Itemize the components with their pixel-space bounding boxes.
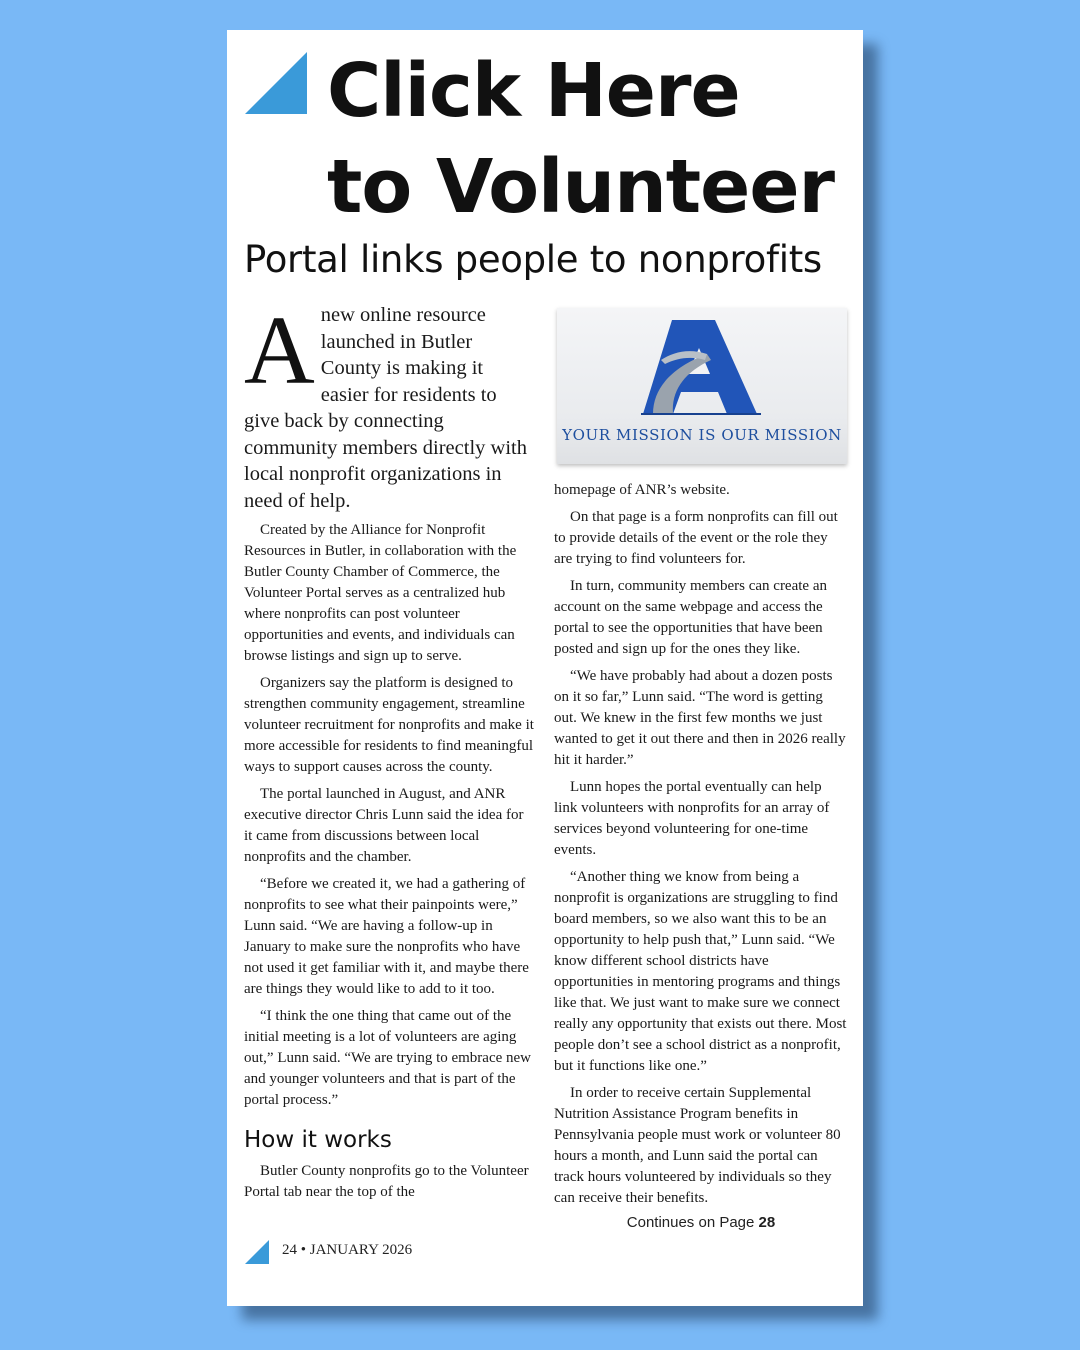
- left-column: [244, 297, 534, 1209]
- subheadline: Portal links people to nonprofits: [244, 238, 822, 281]
- headline-line-1: Click Here: [327, 48, 740, 134]
- anr-logo-image: [557, 308, 847, 464]
- body-paragraph: Created by the Alliance for Nonprofit Resources in Butler, in collaboration with the Butler County Chamber of Commerce, the Volunteer Portal serves as a centralized hub where nonprofits can post volunteer opportunities and events, and individuals can browse listings and sign up to serve.: [244, 522, 517, 664]
- body-paragraph: “We have probably had about a dozen posts on it so far,” Lunn said. “The word is getting out. We knew in the first few months we just wanted to get it out there and then in 2026 really hit it harder.”: [554, 668, 846, 768]
- right-column: [554, 480, 848, 1215]
- body-paragraph: “Before we created it, we had a gathering of nonprofits to see what their painpoints were,” Lunn said. “We are having a follow-up in January to make sure the nonprofits who have not used it get familiar with it, and maybe there are things they would like to add to it too.: [244, 876, 529, 997]
- continues-page-number: 28: [758, 1214, 776, 1231]
- body-paragraph: “Another thing we know from being a nonprofit is organizations are struggling to find board members, so we also want this to be an opportunity to help push that,” Lunn said. “We know different school districts have opportunities in mentoring programs and things like that. We just want to make sure we connect really any opportunity that exists out there. Most people don’t see a school district as a nonprofit, but it functions like one.”: [554, 869, 847, 1074]
- dropcap: A: [244, 297, 315, 405]
- body-paragraph: Organizers say the platform is designed to strengthen community engagement, streamline volunteer recruitment for nonprofits and make it more accessible for residents to find meaningful ways to support causes across the county.: [244, 675, 534, 775]
- body-paragraph: homepage of ANR’s website.: [554, 482, 730, 498]
- accent-triangle-icon: [245, 52, 307, 114]
- section-heading: How it works: [244, 1127, 392, 1153]
- body-paragraph: “I think the one thing that came out of the initial meeting is a lot of volunteers are aging out,” Lunn said. “We are trying to embrace new and younger volunteers and that is part of the portal process.”: [244, 1008, 532, 1108]
- body-paragraph: On that page is a form nonprofits can fill out to provide details of the event or the role they are trying to find volunteers for.: [554, 509, 838, 567]
- body-paragraph: Lunn hopes the portal eventually can help link volunteers with nonprofits for an array of services beyond volunteering for one-time events.: [554, 779, 830, 858]
- page-folio: 24 • JANUARY 2026: [282, 1242, 413, 1258]
- footer-triangle-icon: [245, 1240, 269, 1264]
- body-paragraph: Butler County nonprofits go to the Volunteer Portal tab near the top of the: [244, 1163, 529, 1200]
- logo-tagline: YOUR MISSION IS OUR MISSION: [562, 426, 842, 444]
- body-paragraph: The portal launched in August, and ANR executive director Chris Lunn said the idea for it came from discussions between local nonprofits and the chamber.: [244, 786, 524, 865]
- body-paragraph: In order to receive certain Supplemental Nutrition Assistance Program benefits in Pennsylvania people must work or volunteer 80 hours a month, and Lunn said the portal can track hours volunteered by individuals so they can receive their benefits.: [554, 1085, 841, 1206]
- headline-line-2: to Volunteer: [327, 144, 835, 230]
- lead-text: new online resource launched in Butler County is making it easier for residents to give back by connecting community members directly with local nonprofit organizations in need of help.: [244, 304, 527, 512]
- continues-link[interactable]: [554, 1214, 848, 1231]
- body-paragraph: In turn, community members can create an account on the same webpage and access the portal to see the opportunities that have been posted and sign up for the ones they like.: [554, 578, 827, 657]
- continues-prefix: Continues on Page: [626, 1214, 755, 1231]
- magazine-page: [227, 30, 863, 1306]
- lead-paragraph: [244, 297, 534, 514]
